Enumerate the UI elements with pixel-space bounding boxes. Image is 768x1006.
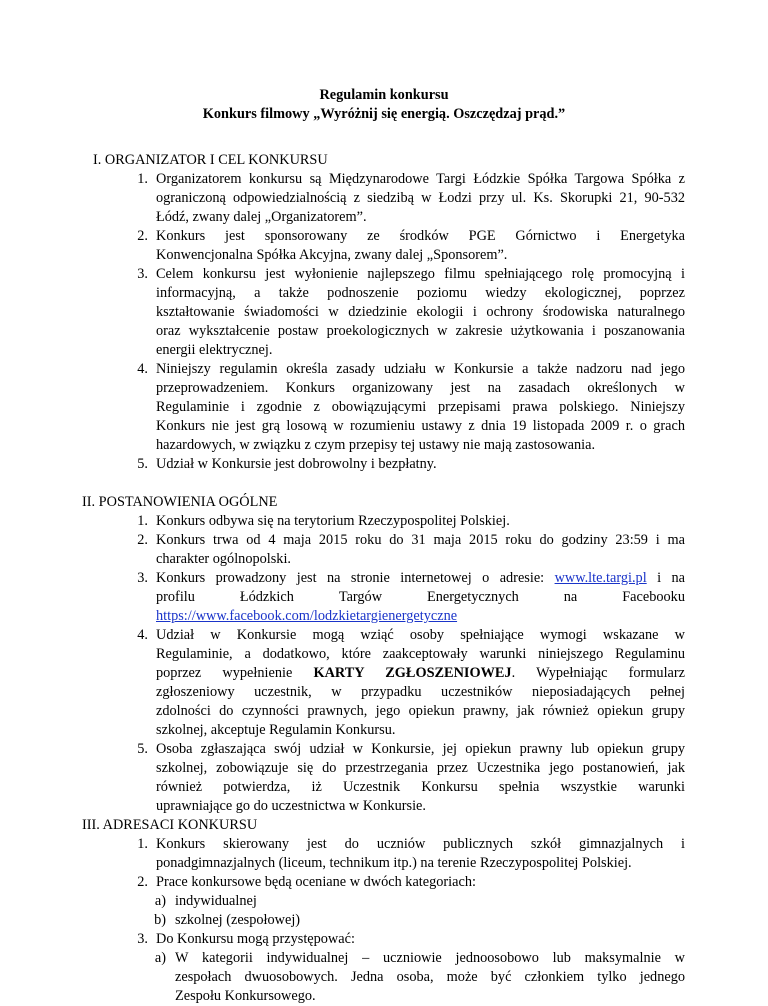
list-number: 3. [137,570,148,586]
list-number: 4. [137,627,148,643]
word: Targów [338,589,383,605]
section-heading-1: I. ORGANIZATOR I CEL KONKURSU [93,152,328,168]
text-line: charakter ogólnopolski. [156,551,291,567]
text-fragment: poprzez wypełnienie [156,665,314,681]
word: Energetycznych [427,589,519,605]
text-line: Konkurs jest sponsorowany ze środków PGE Górnictwo i Energetyka [156,228,685,244]
text-line: zespołach dwuosobowych. Jedna osoba, może być członkiem tylko jednego [175,969,685,985]
text-line: Niniejszy regulamin określa zasady udziału w Konkursie a także nadzoru nad jego [156,361,685,377]
list-letter: b) [154,912,166,928]
list-number: 1. [137,513,148,529]
list-item [156,740,685,816]
text-line: Konkurs skierowany jest do uczniów publicznych szkół gimnazjalnych i [156,836,685,852]
word: na [563,589,578,605]
word: Facebooku [622,589,685,605]
list-item [156,227,685,265]
text-line: Konwencjonalna Spółka Akcyjna, zwany dalej „Sponsorem”. [156,247,508,263]
list-item [156,455,685,474]
word: profilu [156,589,195,605]
text-line: Organizatorem konkursu są Międzynarodowe Targi Łódzkie Spółka Targowa Spółka z [156,171,685,187]
text-line: Regulaminie i zgodnie z obowiązującymi przepisami prawa polskiego. Niniejszy [156,399,685,415]
list-number: 3. [137,931,148,947]
list-item [156,512,685,531]
text-line: zgłoszeniowy uczestnik, w przypadku uczestników nieposiadających pełnej [156,684,685,700]
section-heading-3: III. ADRESACI KONKURSU [82,817,258,833]
text-line: szkolnej, akceptuje Regulamin Konkursu. [156,722,396,738]
list-number: 2. [137,532,148,548]
list-item [156,360,685,455]
text-line: energii elektrycznej. [156,342,273,358]
list-number: 5. [137,456,148,472]
text-fragment: Konkurs prowadzony jest na stronie internetowej o adresie: [156,570,555,586]
list-item [175,911,685,930]
list-item [156,170,685,227]
list-item [156,569,685,626]
list-letter: a) [154,893,166,909]
text-line: przeprowadzeniem. Konkurs organizowany jest na zasadach określonych w [156,380,685,396]
text-line: Konkurs nie jest grą losową w rozumieniu ustawy z dnia 19 listopada 2009 r. o grach [156,418,685,434]
text-line: Konkurs odbywa się na terytorium Rzeczypospolitej Polskiej. [156,513,510,529]
list-item [156,873,685,892]
text-line: ponadgimnazjalnych (liceum, technikum itp.) na terenie Rzeczypospolitej Polskiej. [156,855,632,871]
list-item [156,930,685,949]
text-line [156,664,685,683]
website-link[interactable]: www.lte.targi.pl [554,570,647,586]
list-number: 2. [137,228,148,244]
list-item [156,626,685,740]
list-item [175,949,685,1006]
text-line: indywidualnej [175,893,257,909]
document-title: Regulamin konkursu [319,87,449,103]
text-line [156,588,685,607]
text-line: W kategorii indywidualnej – uczniowie jednoosobowo lub maksymalnie w [175,950,685,966]
list-number: 4. [137,361,148,377]
text-line: kształtowanie świadomości w dziedzinie ekologii i ochrony środowiska naturalnego [156,304,685,320]
text-line: Regulaminie, a dodatkowo, które zaakceptowały warunki niniejszego Regulaminu [156,646,685,662]
list-number: 2. [137,874,148,890]
text-line: Konkurs trwa od 4 maja 2015 roku do 31 maja 2015 roku do godziny 23:59 i ma [156,532,685,548]
section-heading-2: II. POSTANOWIENIA OGÓLNE [82,494,278,510]
text-line: Udział w Konkursie jest dobrowolny i bezpłatny. [156,456,437,472]
text-fragment: i na [646,570,685,586]
facebook-link[interactable]: https://www.facebook.com/lodzkietargienergetyczne [156,608,458,624]
text-line: Do Konkursu mogą przystępować: [156,931,355,947]
list-item [156,265,685,360]
list-item [156,531,685,569]
text-line: Prace konkursowe będą oceniane w dwóch kategoriach: [156,874,476,890]
text-line [156,607,685,626]
text-line: ograniczoną odpowiedzialnością z siedzibą w Łodzi przy ul. Ks. Skorupki 21, 90-532 [156,190,685,206]
text-line: Osoba zgłaszająca swój udział w Konkursie, jej opiekun prawny lub opiekun grupy [156,741,685,757]
text-line: szkolnej (zespołowej) [175,912,301,928]
word: Łódzkich [239,589,294,605]
bold-text: KARTY ZGŁOSZENIOWEJ [313,665,512,681]
text-line: szkolnej, zobowiązuje się do przestrzegania przez Uczestnika jego postanowień, jak [156,760,685,776]
list-item [175,892,685,911]
text-line: hazardowych, w związku z czym przepisy tej ustawy nie mają zastosowania. [156,437,596,453]
text-line: Celem konkursu jest wyłonienie najlepszego filmu spełniającego rolę promocyjną i [156,266,685,282]
list-letter: a) [154,950,166,966]
text-line: zdolności do czynności prawnych, jego opiekun prawny, jak również opiekun grupy [156,703,685,719]
list-number: 1. [137,171,148,187]
list-number: 3. [137,266,148,282]
text-line: oraz wykształcenie postaw proekologicznych w zakresie użytkowania i poszanowania [156,323,685,339]
text-line: również potwierdza, iż Uczestnik Konkursu spełnia wszystkie warunki [156,779,685,795]
document-subtitle: Konkurs filmowy „Wyróżnij się energią. Oszczędzaj prąd.” [202,106,566,122]
text-line: Zespołu Konkursowego. [175,988,316,1004]
list-item [156,835,685,873]
list-number: 1. [137,836,148,852]
text-line: Łódź, zwany dalej „Organizatorem”. [156,209,367,225]
list-number: 5. [137,741,148,757]
text-fragment: . Wypełniając formularz [511,665,686,681]
text-line: uprawniające go do uczestnictwa w Konkursie. [156,798,426,814]
text-line: Udział w Konkursie mogą wziąć osoby spełniające wymogi wskazane w [156,627,685,643]
text-line: informacyjną, a także podnoszenie poziomu wiedzy ekologicznej, poprzez [156,285,685,301]
text-line [156,569,685,588]
